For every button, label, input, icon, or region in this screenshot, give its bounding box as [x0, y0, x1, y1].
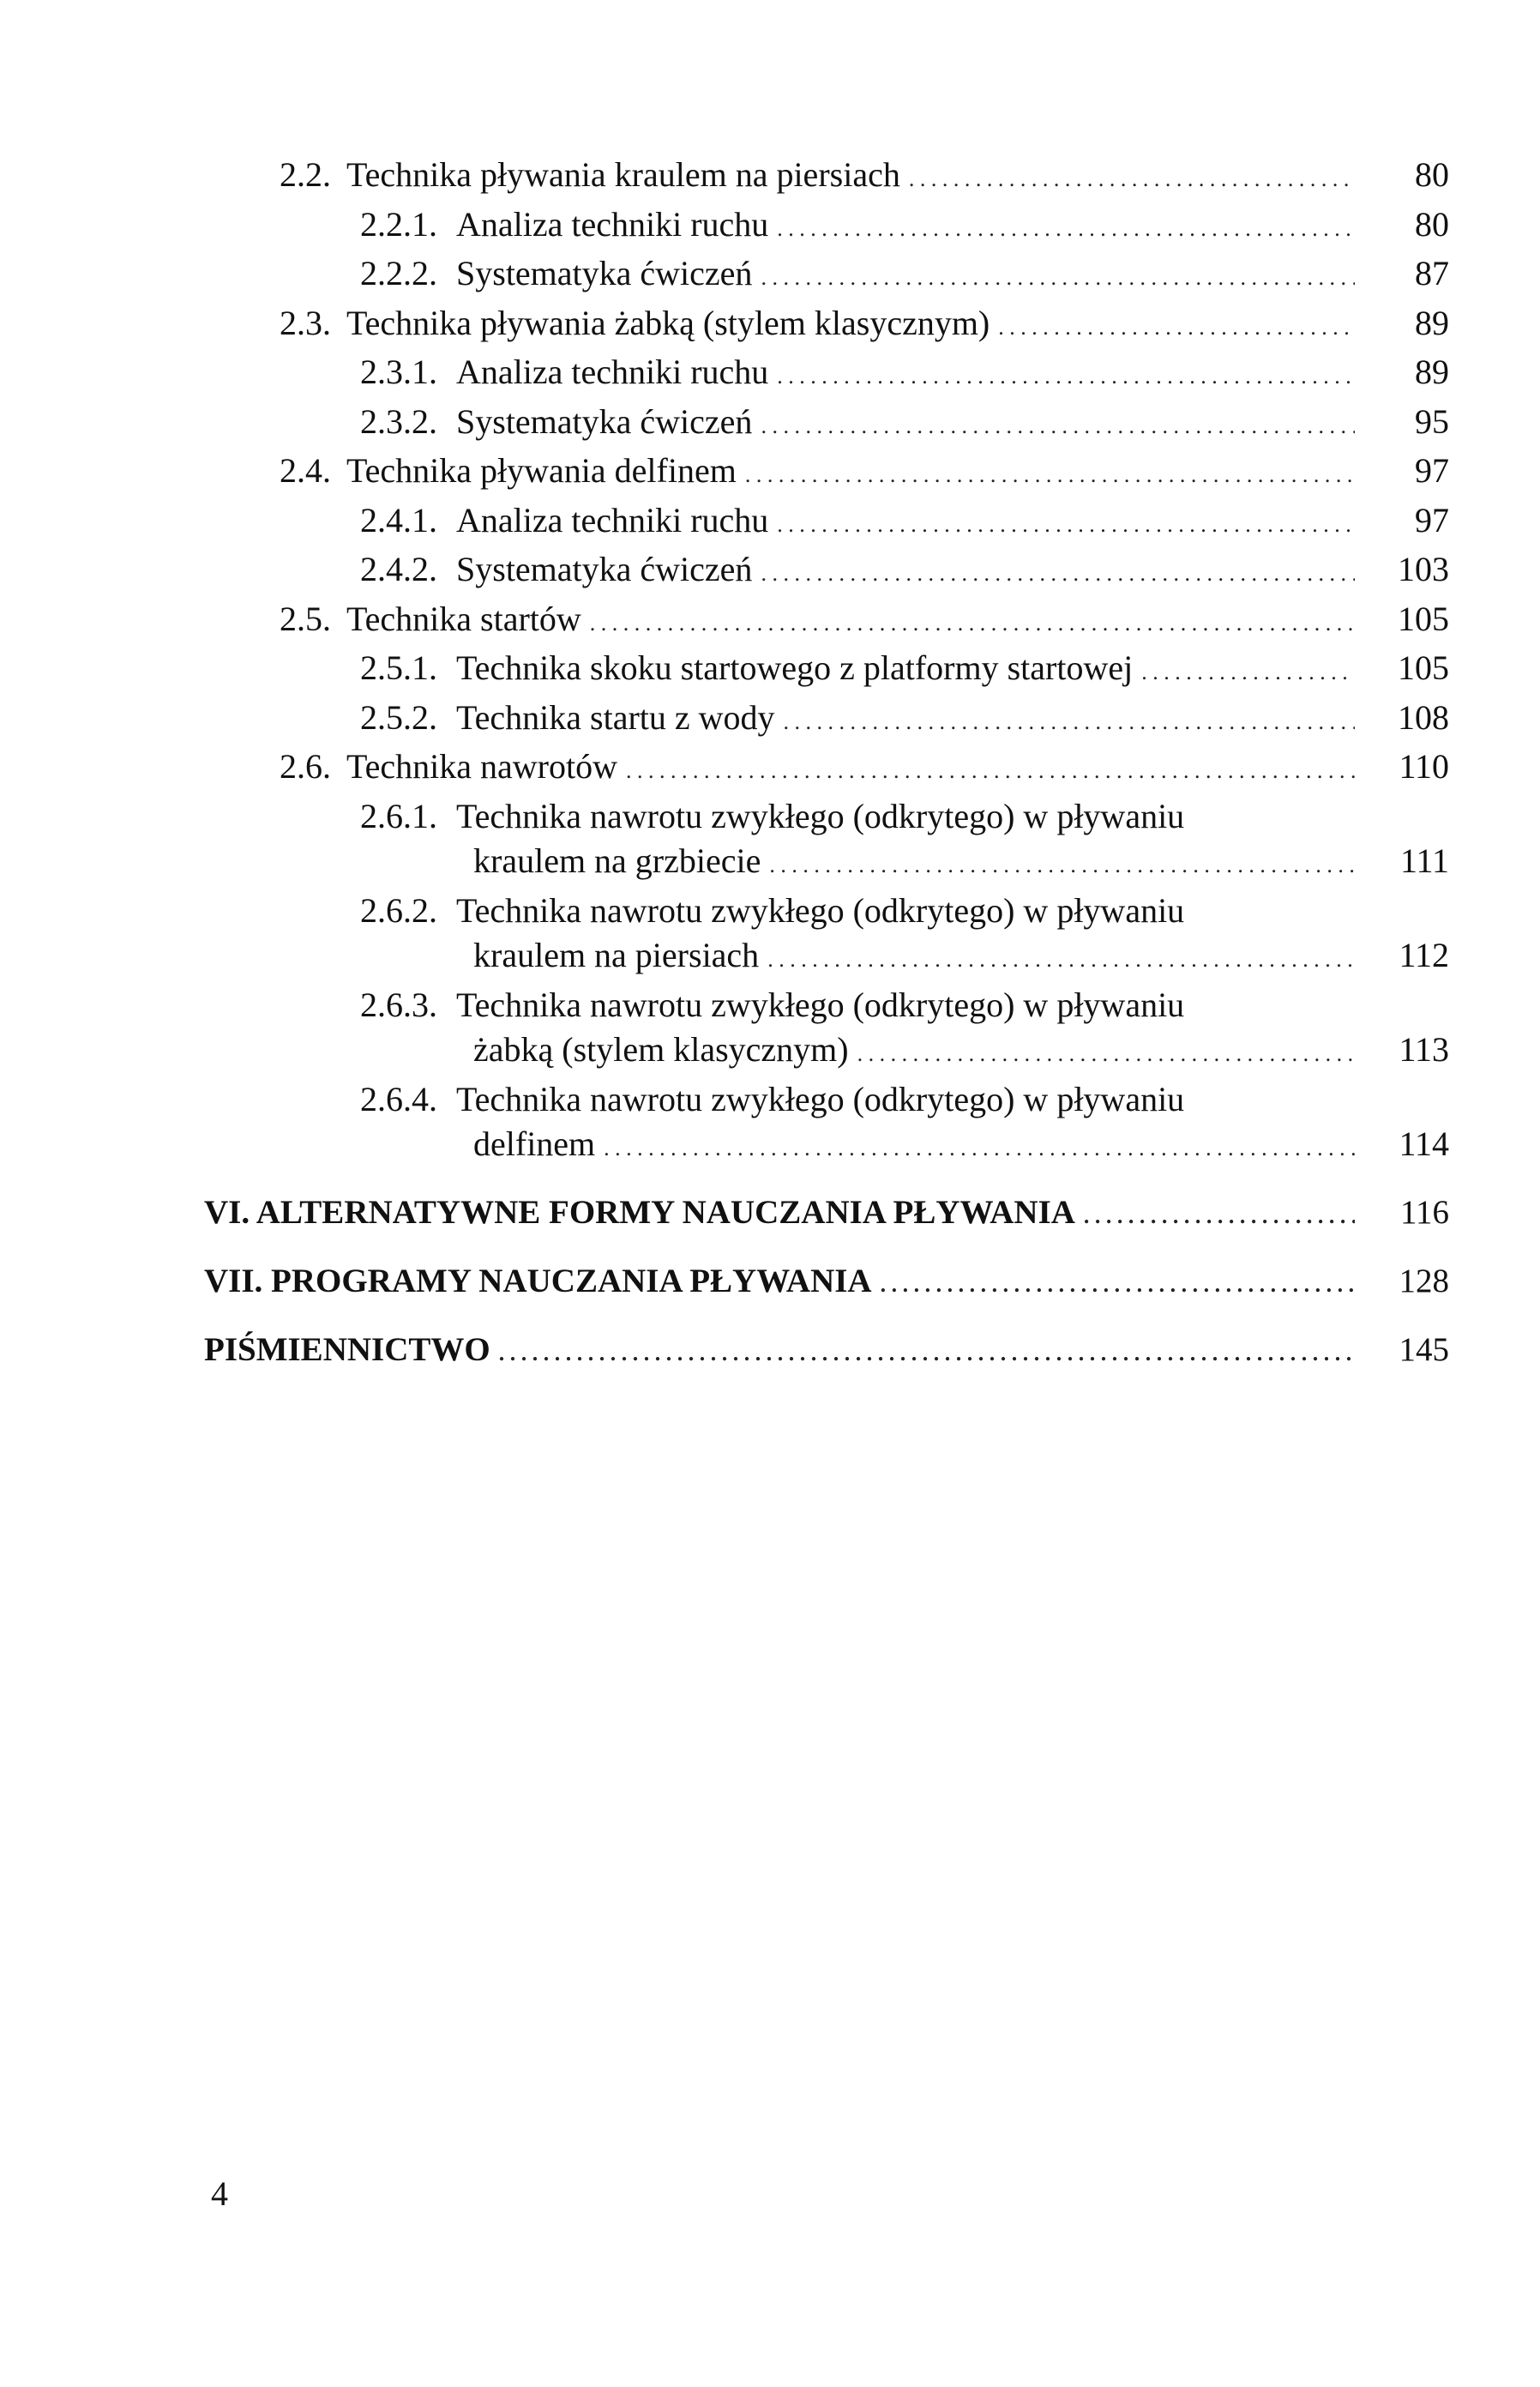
toc-number: 2.6.	[280, 747, 331, 786]
toc-entry-2-2-1	[0, 202, 1540, 252]
toc-number: 2.6.1.	[360, 796, 437, 835]
toc-page-number: 145	[1399, 1330, 1449, 1368]
toc-number: 2.3.1.	[360, 353, 437, 391]
toc-page-number: 128	[1399, 1262, 1449, 1299]
toc-entry-2-4	[0, 449, 1540, 498]
toc-chapter-title: VI. ALTERNATYWNE FORMY NAUCZANIA PŁYWANIA	[204, 1193, 1075, 1231]
toc-title-line-1	[0, 889, 1540, 934]
toc-title-continued: żabką (stylem klasycznym)	[473, 1030, 849, 1069]
toc-number: 2.6.4.	[360, 1079, 437, 1118]
toc-title: Systematyka ćwiczeń	[456, 254, 753, 292]
toc-chapter-vi	[0, 1180, 1540, 1249]
toc-title: Technika nawrotów	[346, 747, 617, 786]
toc-entry-2-6-2	[0, 889, 1540, 983]
toc-number: 2.2.	[280, 155, 331, 194]
dot-leader	[784, 700, 1355, 745]
toc-page-number: 110	[1399, 747, 1449, 786]
toc-page-number: 105	[1398, 599, 1449, 638]
toc-number: 2.2.2.	[360, 254, 437, 292]
dot-leader	[881, 1252, 1355, 1317]
toc-page-number: 87	[1415, 254, 1449, 292]
dot-leader	[909, 157, 1355, 202]
toc-title-line-2	[0, 839, 1540, 889]
toc-page-number: 89	[1415, 353, 1449, 391]
toc-entry-2-3	[0, 301, 1540, 351]
toc-title: Technika pływania żabką (stylem klasycznym)	[346, 303, 990, 342]
toc-number: 2.4.2.	[360, 550, 437, 588]
toc-page-number: 95	[1415, 401, 1449, 441]
toc-title-line-1	[0, 983, 1540, 1028]
page-number: 4	[211, 2174, 228, 2213]
dot-leader	[626, 749, 1355, 794]
toc-title-continued: delfinem	[473, 1124, 596, 1163]
toc-title: Technika nawrotu zwykłego (odkrytego) w pływaniu	[456, 1079, 1185, 1118]
toc-title: Technika skoku startowego z platformy startowej	[456, 648, 1134, 687]
toc-page-number: 97	[1415, 500, 1449, 539]
toc-title: Technika nawrotu zwykłego (odkrytego) w pływaniu	[456, 796, 1185, 835]
toc-title: Technika startów	[346, 599, 581, 638]
toc-number: 2.5.1.	[360, 648, 437, 687]
toc-title: Technika startu z wody	[456, 697, 775, 737]
dot-leader	[761, 552, 1355, 597]
toc-title: Systematyka ćwiczeń	[456, 401, 753, 441]
toc-title: Technika pływania delfinem	[346, 451, 737, 490]
toc-page-number: 89	[1415, 303, 1449, 342]
dot-leader	[998, 305, 1355, 351]
toc-title: Technika nawrotu zwykłego (odkrytego) w pływaniu	[456, 985, 1185, 1024]
toc-title: Analiza techniki ruchu	[456, 500, 769, 539]
toc-entry-2-3-2	[0, 400, 1540, 449]
toc-number: 2.4.	[280, 451, 331, 490]
dot-leader	[761, 256, 1355, 301]
toc-entry-2-6-1	[0, 794, 1540, 889]
toc-page-number: 80	[1415, 204, 1449, 244]
dot-leader	[857, 1032, 1355, 1077]
toc-number: 2.4.1.	[360, 500, 437, 539]
toc-entry-2-3-1	[0, 350, 1540, 400]
toc-number: 2.3.	[280, 303, 331, 342]
dot-leader	[1084, 1184, 1355, 1249]
dot-leader	[769, 843, 1355, 889]
toc-page-number: 116	[1399, 1193, 1449, 1231]
toc-title-line-1	[0, 794, 1540, 840]
toc-number: 2.5.2.	[360, 697, 437, 737]
toc-number: 2.5.	[280, 599, 331, 638]
toc-entry-2-5-1	[0, 646, 1540, 696]
toc-title-line-1	[0, 1077, 1540, 1123]
toc-number: 2.3.2.	[360, 401, 437, 441]
toc-title: Technika pływania kraulem na piersiach	[346, 155, 900, 194]
toc-entry-2-6	[0, 744, 1540, 794]
toc-title-continued: kraulem na piersiach	[473, 936, 760, 974]
dot-leader	[745, 453, 1355, 498]
toc-page-number: 97	[1415, 451, 1449, 490]
toc-number: 2.6.2.	[360, 890, 437, 930]
toc-number: 2.2.1.	[360, 204, 437, 244]
toc-page-number: 103	[1398, 550, 1449, 588]
dot-leader	[777, 354, 1355, 400]
dot-leader	[499, 1321, 1355, 1386]
dot-leader	[604, 1126, 1355, 1172]
toc-entry-2-2-2	[0, 251, 1540, 301]
toc-entry-2-4-2	[0, 547, 1540, 597]
toc-chapter-vii	[0, 1249, 1540, 1317]
toc-title-continued: kraulem na grzbiecie	[473, 841, 761, 880]
toc-title: Systematyka ćwiczeń	[456, 550, 753, 588]
toc-entry-2-5-2	[0, 696, 1540, 745]
toc-chapter-title: VII. PROGRAMY NAUCZANIA PŁYWANIA	[204, 1262, 872, 1299]
toc-page-number: 112	[1399, 936, 1449, 974]
toc-title: Technika nawrotu zwykłego (odkrytego) w pływaniu	[456, 890, 1185, 930]
toc-entry-2-5	[0, 597, 1540, 647]
dot-leader	[767, 937, 1355, 983]
table-of-contents	[0, 153, 1540, 1386]
toc-title-line-2	[0, 1028, 1540, 1077]
toc-page-number: 113	[1399, 1030, 1449, 1069]
toc-title-line-2	[0, 933, 1540, 983]
toc-page-number: 111	[1399, 841, 1449, 880]
dot-leader	[777, 503, 1355, 548]
toc-entry-2-4-1	[0, 498, 1540, 548]
toc-entry-2-6-3	[0, 983, 1540, 1077]
toc-chapter-title: PIŚMIENNICTWO	[204, 1330, 490, 1368]
dot-leader	[590, 601, 1355, 647]
dot-leader	[777, 207, 1355, 252]
toc-title-line-2	[0, 1122, 1540, 1172]
toc-page-number: 80	[1415, 155, 1449, 194]
toc-entry-2-6-4	[0, 1077, 1540, 1172]
toc-title: Analiza techniki ruchu	[456, 353, 769, 391]
toc-entry-2-2	[0, 153, 1540, 202]
toc-page-number: 114	[1399, 1124, 1449, 1163]
dot-leader	[1141, 650, 1355, 696]
dot-leader	[761, 404, 1355, 449]
toc-chapter-bibliography	[0, 1317, 1540, 1386]
toc-title: Analiza techniki ruchu	[456, 204, 769, 244]
toc-number: 2.6.3.	[360, 985, 437, 1024]
toc-page-number: 105	[1398, 648, 1449, 687]
toc-page-number: 108	[1398, 697, 1449, 737]
